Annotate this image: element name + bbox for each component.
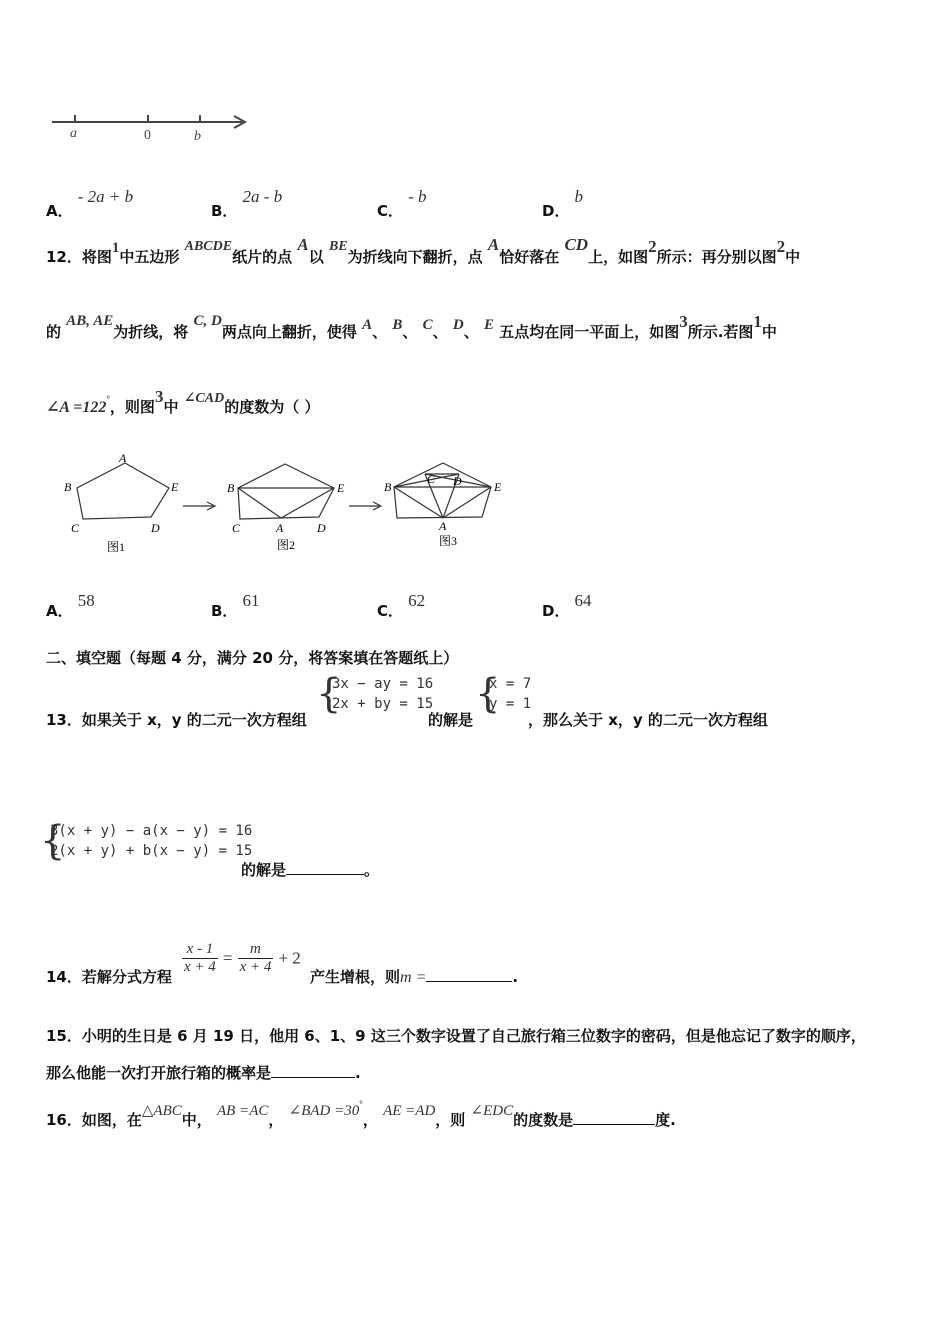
fig3-caption: 图3 xyxy=(439,534,458,548)
q12-option-b[interactable] xyxy=(211,590,260,620)
fig3-label-c: C xyxy=(427,472,436,486)
fig2-caption: 图2 xyxy=(277,538,296,552)
sys2-eq2: 2(x + y) + b(x − y) = 15 xyxy=(50,843,253,859)
q15-line-1: 15．小明的生日是 6 月 19 日，他用 6、1、9 这三个数字设置了自己旅行箱三位数字的密码，但是他忘记了数字的顺序， xyxy=(46,1027,866,1045)
q11-option-d[interactable] xyxy=(542,186,584,220)
sol-x: x = 7 xyxy=(489,676,532,692)
section-2-heading: 二、填空题（每题 4 分，满分 20 分，将答案填在答题纸上） xyxy=(46,649,459,667)
fig1-label-c: C xyxy=(71,521,80,535)
figure-2 xyxy=(227,464,345,552)
q13-solution: { x = 7 y = 1 xyxy=(475,671,532,717)
frac1-denominator: x + 4 xyxy=(184,959,216,975)
fig2-label-d: D xyxy=(317,521,326,535)
option-letter: C． xyxy=(377,202,404,220)
arrow-1 xyxy=(183,502,215,510)
option-value: 62 xyxy=(408,591,426,610)
fig2-label-e: E xyxy=(337,481,345,495)
q12-line1: 12．将图1中五边形 ABCDE纸片的点 A以 BE为折线向下翻折，点 A恰好落在 CD上，如图2所示：再分别以图2中 xyxy=(46,235,801,266)
q12-option-a[interactable] xyxy=(46,590,95,620)
q14-equation: $\frac{x - 1}{x + 4}$ = $\frac{m}{x + 4}$ + 2 xyxy=(184,941,301,975)
q11-option-b[interactable] xyxy=(211,186,283,220)
option-expr: 2a - b xyxy=(242,187,283,206)
frac1-numerator: x - 1 xyxy=(182,941,218,959)
q12-line2: 的 AB, AE为折线，将 C, D两点向上翻折，使得 A、 B、 C、 D、 E 五点均在同一平面上，如图3所示.若图1中 xyxy=(46,312,777,341)
fig2-label-b: B xyxy=(227,481,235,495)
option-value: 64 xyxy=(574,591,592,610)
pentagon-abcde xyxy=(77,463,169,519)
q12-figures xyxy=(55,450,515,560)
q13-system-1: { 3x − ay = 16 2x + by = 15 xyxy=(316,671,434,717)
q16-answer-blank[interactable] xyxy=(573,1110,655,1125)
q13-answer-line: 的解是 。 xyxy=(241,861,380,879)
fig3-label-b: B xyxy=(384,480,392,494)
fig3-label-d: D xyxy=(453,474,462,488)
option-letter: C． xyxy=(377,602,404,620)
option-letter: B． xyxy=(211,202,238,220)
sys1-eq1: 3x − ay = 16 xyxy=(332,676,434,692)
fig3-label-a: A xyxy=(439,519,447,533)
q11-option-a[interactable] xyxy=(46,186,134,220)
number-line-label-0: 0 xyxy=(144,128,151,143)
q12-option-d[interactable] xyxy=(542,590,592,620)
frac2-denominator: x + 4 xyxy=(239,959,272,975)
fig1-label-b: B xyxy=(64,480,72,494)
sol-y: y = 1 xyxy=(489,696,532,712)
fig2-label-a: A xyxy=(276,521,284,535)
q13-text-1: 13．如果关于 x，y 的二元一次方程组 xyxy=(46,711,307,729)
fig2-label-c: C xyxy=(232,521,241,535)
number-line-figure xyxy=(50,108,260,148)
option-value: 58 xyxy=(77,591,95,610)
fig1-label-d: D xyxy=(151,521,160,535)
option-expr: - b xyxy=(408,187,427,206)
figure-3 xyxy=(384,463,502,548)
option-letter: D． xyxy=(542,602,570,620)
option-letter: D． xyxy=(542,202,570,220)
fig3-label-e: E xyxy=(494,480,502,494)
q15-line-2: 那么他能一次打开旅行箱的概率是 . xyxy=(46,1064,361,1082)
option-letter: B． xyxy=(211,602,238,620)
option-letter: A． xyxy=(46,602,73,620)
option-expr: - 2a + b xyxy=(77,187,134,206)
q14-text-2: 产生增根，则m = . xyxy=(310,968,519,986)
sys1-eq2: 2x + by = 15 xyxy=(332,696,434,712)
fig1-caption: 图1 xyxy=(107,540,126,554)
arrow-2 xyxy=(349,502,381,510)
option-expr: b xyxy=(574,187,584,206)
number-line-label-a: a xyxy=(70,126,77,141)
sys2-eq1: 3(x + y) − a(x − y) = 16 xyxy=(50,823,253,839)
q14-answer-blank[interactable] xyxy=(426,967,512,982)
q16-line: 16．如图，在△ABC中， AB =AC， ∠BAD =30°， AE =AD，则 ∠EDC的度数是 度. xyxy=(46,1099,676,1129)
q12-option-c[interactable] xyxy=(377,590,426,620)
q14-text-1: 14．若解分式方程 xyxy=(46,968,172,986)
number-line-label-b: b xyxy=(194,129,201,144)
pentagon-fig3 xyxy=(394,463,491,518)
figure-1 xyxy=(64,451,179,554)
q13-text-3: ，那么关于 x，y 的二元一次方程组 xyxy=(528,711,768,729)
option-value: 61 xyxy=(242,591,260,610)
fig1-label-e: E xyxy=(171,480,179,494)
q11-option-c[interactable] xyxy=(377,186,427,220)
pentagon-folded xyxy=(238,464,334,519)
q13-answer-blank[interactable] xyxy=(286,860,364,875)
q13-text-2: 的解是 xyxy=(428,711,474,729)
q13-system-2: { 3(x + y) − a(x − y) = 16 2(x + y) + b(x − y) = 15 xyxy=(40,818,253,864)
fig1-label-a: A xyxy=(119,451,127,465)
option-letter: A． xyxy=(46,202,73,220)
q12-line3: ∠A =122°，则图3中 ∠CAD的度数为（ ） xyxy=(46,387,320,416)
q15-answer-blank[interactable] xyxy=(271,1063,355,1078)
frac2-numerator: m xyxy=(238,941,274,959)
